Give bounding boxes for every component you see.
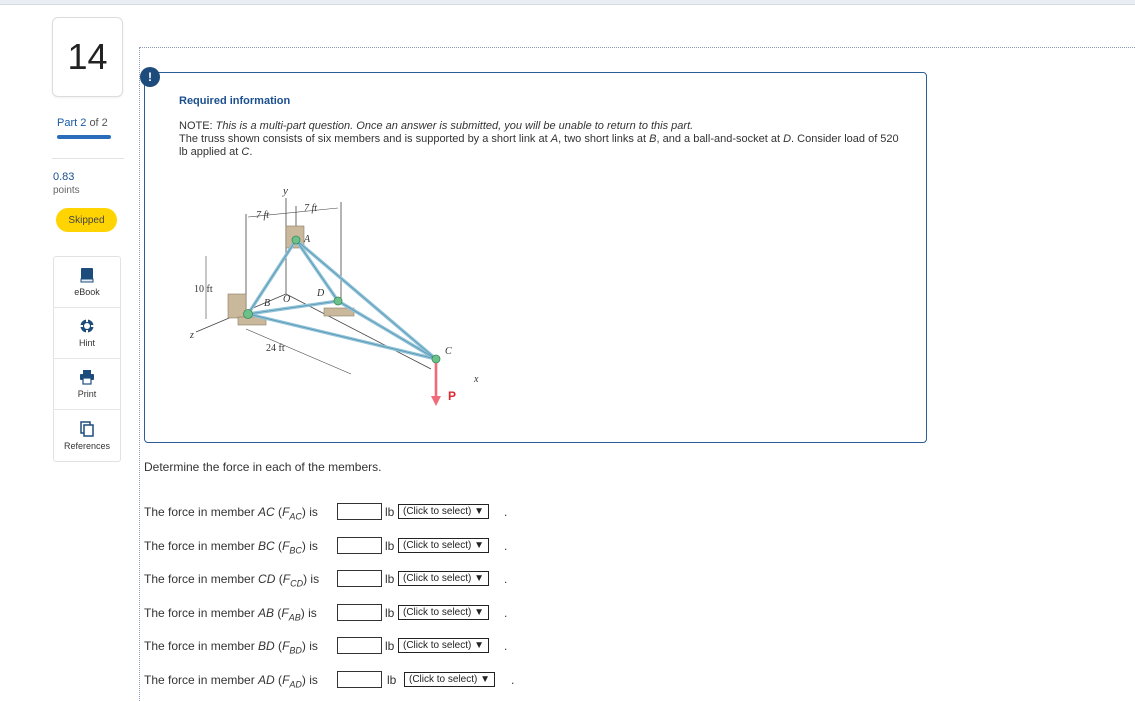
direction-select[interactable] (398, 638, 489, 653)
select-text: (Click to select) (409, 674, 478, 685)
force-letter: F (281, 606, 289, 620)
chevron-down-icon: ▼ (474, 640, 485, 651)
note-prefix: NOTE: (179, 120, 216, 132)
force-symbol (282, 639, 302, 656)
top-bar (0, 0, 1135, 5)
label-z: z (190, 330, 194, 341)
content-border-top (139, 47, 1135, 48)
q-prefix: The force in member (144, 639, 259, 653)
force-letter: F (282, 539, 290, 553)
answer-question: The force in member BC $(F_{BC})$ is (144, 539, 318, 556)
force-symbol (281, 606, 301, 623)
label-c: C (445, 346, 452, 357)
part-of: of 2 (89, 117, 108, 129)
answer-input[interactable] (337, 570, 382, 587)
label-o: O (283, 294, 291, 305)
info-title: Required information (179, 95, 291, 107)
force-symbol (282, 673, 302, 690)
force-subscript: BC (289, 545, 302, 556)
answer-question: The force in member AB $(F_{AB})$ is (144, 606, 317, 623)
force-letter: F (282, 673, 290, 687)
info-description: The truss shown consists of six members and is supported by a short link at (179, 133, 551, 145)
q-prefix: The force in member (144, 539, 259, 553)
force-subscript: AD (289, 679, 302, 690)
select-text: (Click to select) (403, 640, 472, 651)
copy-icon (79, 421, 95, 437)
chevron-down-icon: ▼ (474, 573, 485, 584)
direction-select[interactable] (398, 504, 489, 519)
lifebuoy-icon (79, 318, 95, 334)
force-letter: F (282, 505, 290, 519)
var-a: A (550, 133, 559, 145)
content-border-left (139, 47, 140, 701)
row-end: . (504, 606, 508, 620)
var-d: D (783, 133, 792, 145)
answer-input[interactable] (337, 671, 382, 688)
answer-question: The force in member AD $(F_{AD})$ is (144, 673, 318, 690)
tool-ebook-label: eBook (74, 287, 100, 297)
unit-label: lb (385, 639, 395, 653)
select-text: (Click to select) (403, 573, 472, 584)
force-symbol (282, 539, 302, 556)
force-subscript: CD (290, 578, 304, 589)
info-description: . (249, 146, 253, 158)
note-italic: This is a multi-part question. Once an answer is submitted, you will be unable to return to this part. (215, 120, 694, 132)
var-c: C (241, 146, 250, 158)
part-label: Part (57, 117, 78, 129)
dim-7ft-b: 7 ft (304, 203, 318, 214)
info-note (179, 120, 899, 159)
unit-label: lb (385, 572, 395, 586)
select-text: (Click to select) (403, 540, 472, 551)
var-b: B (649, 133, 657, 145)
answer-question: The force in member CD $(F_{CD})$ is (144, 572, 320, 589)
label-y: y (283, 185, 288, 197)
q-prefix: The force in member (144, 505, 259, 519)
member-name: AD (258, 673, 275, 687)
divider (52, 158, 124, 159)
label-b: B (264, 298, 271, 309)
q-suffix: is (305, 539, 318, 553)
force-subscript: BD (289, 645, 302, 656)
direction-select[interactable] (404, 672, 495, 687)
chevron-down-icon: ▼ (474, 607, 485, 618)
tool-print-label: Print (77, 389, 97, 399)
alert-icon: ! (140, 67, 160, 87)
force-symbol (282, 505, 302, 522)
row-end: . (504, 539, 508, 553)
q-suffix: is (305, 673, 318, 687)
row-end: . (504, 505, 508, 519)
tool-references[interactable] (54, 410, 120, 461)
q-prefix: The force in member (144, 673, 259, 687)
member-name: BC (258, 539, 275, 553)
chevron-down-icon: ▼ (474, 540, 485, 551)
part-progress-bar (57, 135, 111, 139)
force-letter: F (282, 639, 290, 653)
unit-label: lb (387, 673, 397, 687)
unit-label: lb (385, 505, 395, 519)
tool-print[interactable] (54, 359, 120, 410)
question-number: 14 (52, 17, 123, 97)
answer-input[interactable] (337, 537, 382, 554)
tools-panel (53, 256, 121, 462)
unit-label: lb (385, 606, 395, 620)
label-a: A (304, 234, 311, 245)
score-label: points (53, 185, 80, 196)
tool-references-label: References (63, 440, 111, 451)
prompt-text: Determine the force in each of the members. (144, 460, 382, 474)
score (53, 170, 80, 198)
row-end: . (511, 673, 515, 687)
q-prefix: The force in member (144, 606, 259, 620)
status-badge: Skipped (56, 208, 117, 232)
q-suffix: is (304, 606, 317, 620)
q-suffix: is (307, 572, 320, 586)
force-subscript: AB (288, 612, 301, 623)
unit-label: lb (385, 539, 395, 553)
q-prefix: The force in member (144, 572, 259, 586)
select-text: (Click to select) (403, 607, 472, 618)
answer-input[interactable] (337, 637, 382, 654)
chevron-down-icon: ▼ (474, 506, 485, 517)
member-name: BD (258, 639, 275, 653)
score-value: 0.83 (53, 171, 75, 183)
answer-input[interactable] (337, 604, 382, 621)
truss-figure (186, 184, 486, 414)
tool-ebook[interactable] (54, 257, 120, 308)
dim-10ft: 10 ft (194, 284, 213, 295)
dim-24ft: 24 ft (266, 343, 285, 354)
book-icon (79, 267, 95, 283)
q-suffix: is (305, 639, 318, 653)
label-d: D (317, 288, 325, 299)
direction-select[interactable] (398, 571, 489, 586)
direction-select[interactable] (398, 605, 489, 620)
tool-hint-label: Hint (78, 338, 95, 348)
part-indicator (57, 117, 108, 129)
info-description: , and a ball-and-socket at (656, 133, 784, 145)
force-letter: F (282, 572, 291, 586)
member-name: AC (258, 505, 275, 519)
force-symbol (282, 572, 304, 589)
chevron-down-icon: ▼ (480, 674, 491, 685)
answer-question: The force in member BD $(F_{BD})$ is (144, 639, 318, 656)
force-subscript: AC (289, 511, 302, 522)
row-end: . (504, 639, 508, 653)
info-description: , two short links at (558, 133, 650, 145)
label-x: x (474, 374, 479, 385)
printer-icon (79, 369, 95, 385)
load-label-p: P (448, 389, 457, 403)
answer-question: The force in member AC $(F_{AC})$ is (144, 505, 318, 522)
member-name: AB (258, 606, 275, 620)
row-end: . (504, 572, 508, 586)
answer-input[interactable] (337, 503, 382, 520)
direction-select[interactable] (398, 538, 489, 553)
q-suffix: is (305, 505, 318, 519)
select-text: (Click to select) (403, 506, 472, 517)
info-description: . Consider load of 520 lb applied at (179, 133, 899, 158)
part-current: 2 (80, 117, 87, 129)
tool-hint[interactable] (54, 308, 120, 359)
member-name: CD (258, 572, 276, 586)
dim-7ft-a: 7 ft (256, 210, 270, 221)
